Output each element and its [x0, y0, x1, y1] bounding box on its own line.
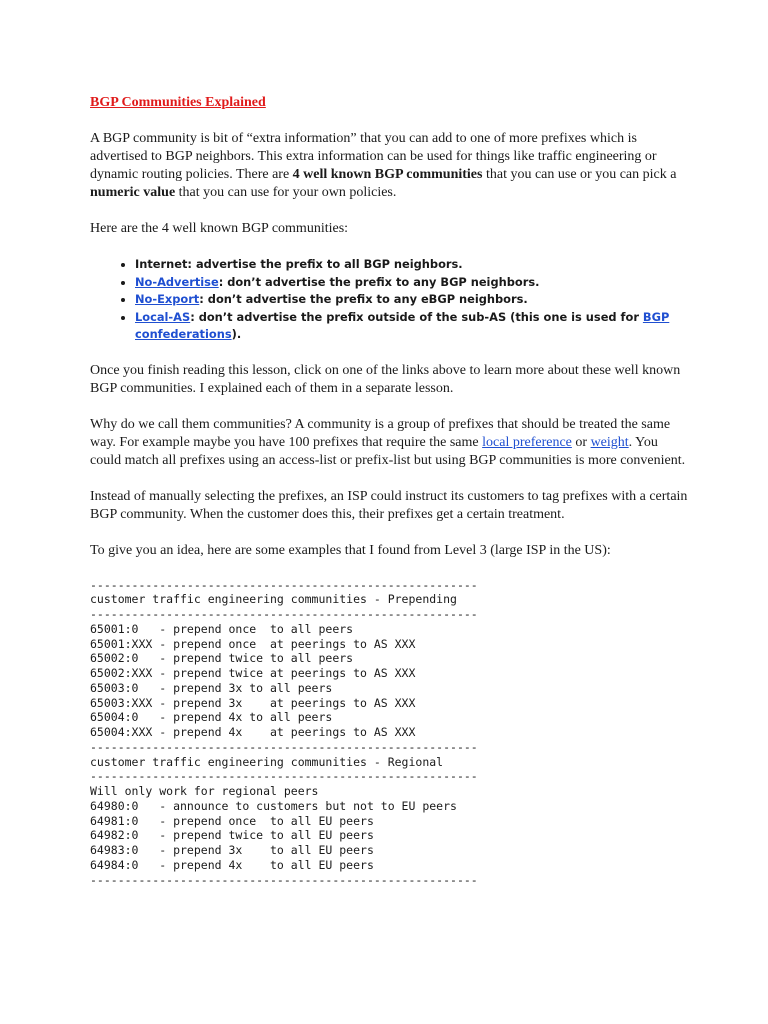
code-line: 64982:0 - prepend twice to all EU peers: [90, 828, 374, 843]
intro-bold-1: 4 well known BGP communities: [292, 167, 483, 182]
code-line: 65002:0 - prepend twice to all peers: [90, 651, 354, 666]
no-export-link[interactable]: No-Export: [135, 292, 200, 306]
code-line: 65003:XXX - prepend 3x at peerings to AS XXX: [90, 695, 416, 710]
code-line: 64983:0 - prepend 3x to all EU peers: [90, 843, 374, 857]
why-text-3: . You could match all prefixes using an access-list or prefix-list but using BGP communities is more convenient.: [90, 434, 686, 468]
page-title: BGP Communities Explained: [90, 95, 266, 110]
code-line: --------------------------------------------------------: [90, 607, 478, 621]
local-as-tail: ).: [231, 327, 242, 341]
code-line: --------------------------------------------------------: [90, 872, 478, 887]
once-paragraph: Once you finish reading this lesson, click on one of the links above to learn more about these well known BGP communities. I explained each of them in a separate lesson.: [90, 362, 681, 396]
code-line: customer traffic engineering communities - Regional: [90, 754, 444, 769]
local-as-description: : don’t advertise the prefix outside of the sub-AS (this one is used for: [190, 309, 643, 324]
list-intro-paragraph: Here are the 4 well known BGP communities:: [90, 221, 349, 236]
instead-paragraph: Instead of manually selecting the prefixes, an ISP could instruct its customers to tag prefixes with a certain BGP community. When the customer does this, their prefixes get a certain treatment.: [90, 488, 688, 522]
local-as-link[interactable]: Local-AS: [135, 309, 191, 324]
why-paragraph: [90, 416, 690, 470]
why-text-2: or: [571, 434, 591, 450]
no-export-description: : don’t advertise the prefix to any eBGP neighbors.: [199, 292, 528, 306]
no-advertise-description: : don’t advertise the prefix to any BGP neighbors.: [218, 274, 540, 289]
intro-bold-2: numeric value: [90, 185, 176, 200]
list-item-no-advertise: [135, 274, 690, 292]
community-examples-code-block: [90, 578, 690, 888]
list-item-local-as: [135, 309, 690, 344]
code-line: customer traffic engineering communities - Prepending: [90, 592, 457, 607]
local-preference-link[interactable]: local preference: [482, 434, 572, 450]
article: [90, 94, 690, 887]
code-line: 64980:0 - announce to customers but not to EU peers: [90, 798, 457, 813]
examples-intro-paragraph: To give you an idea, here are some examples that I found from Level 3 (large ISP in the US):: [90, 542, 611, 558]
intro-text-1: A BGP community is bit of “extra information” that you can add to one of more prefixes which is advertised to BGP neighbors. This extra information can be used for things like traffic engineering or dynamic routing policies. There are: [90, 131, 657, 182]
weight-link[interactable]: weight: [590, 434, 629, 450]
code-line: --------------------------------------------------------: [90, 739, 478, 754]
code-line: --------------------------------------------------------: [90, 577, 478, 592]
code-line: 64981:0 - prepend once to all EU peers: [90, 813, 374, 828]
internet-description: : advertise the prefix to all BGP neighbors.: [187, 257, 463, 271]
intro-paragraph: [90, 130, 690, 202]
why-text-1: Why do we call them communities? A community is a group of prefixes that should be treated the same way. For example maybe you have 100 prefixes that require the same: [90, 416, 671, 450]
code-line: 65003:0 - prepend 3x to all peers: [90, 680, 333, 695]
code-line: Will only work for regional peers: [90, 784, 319, 798]
well-known-communities-list: [90, 256, 690, 344]
code-line: 65004:0 - prepend 4x to all peers: [90, 710, 333, 725]
no-advertise-link[interactable]: No-Advertise: [135, 274, 219, 289]
code-line: 65001:XXX - prepend once at peerings to AS XXX: [90, 636, 416, 651]
list-item-internet: [135, 256, 690, 274]
intro-text-3: that you can use for your own policies.: [175, 185, 397, 200]
code-line: --------------------------------------------------------: [90, 769, 478, 784]
internet-label: Internet: [135, 257, 188, 271]
bgp-confederations-link[interactable]: BGP confederations: [135, 309, 670, 341]
code-line: 64984:0 - prepend 4x to all EU peers: [90, 857, 374, 872]
code-line: 65001:0 - prepend once to all peers: [90, 621, 354, 636]
list-item-no-export: [135, 291, 690, 309]
code-line: 65004:XXX - prepend 4x at peerings to AS XXX: [90, 725, 416, 739]
code-line: 65002:XXX - prepend twice at peerings to AS XXX: [90, 666, 416, 680]
intro-text-2: that you can use or you can pick a: [482, 167, 677, 182]
